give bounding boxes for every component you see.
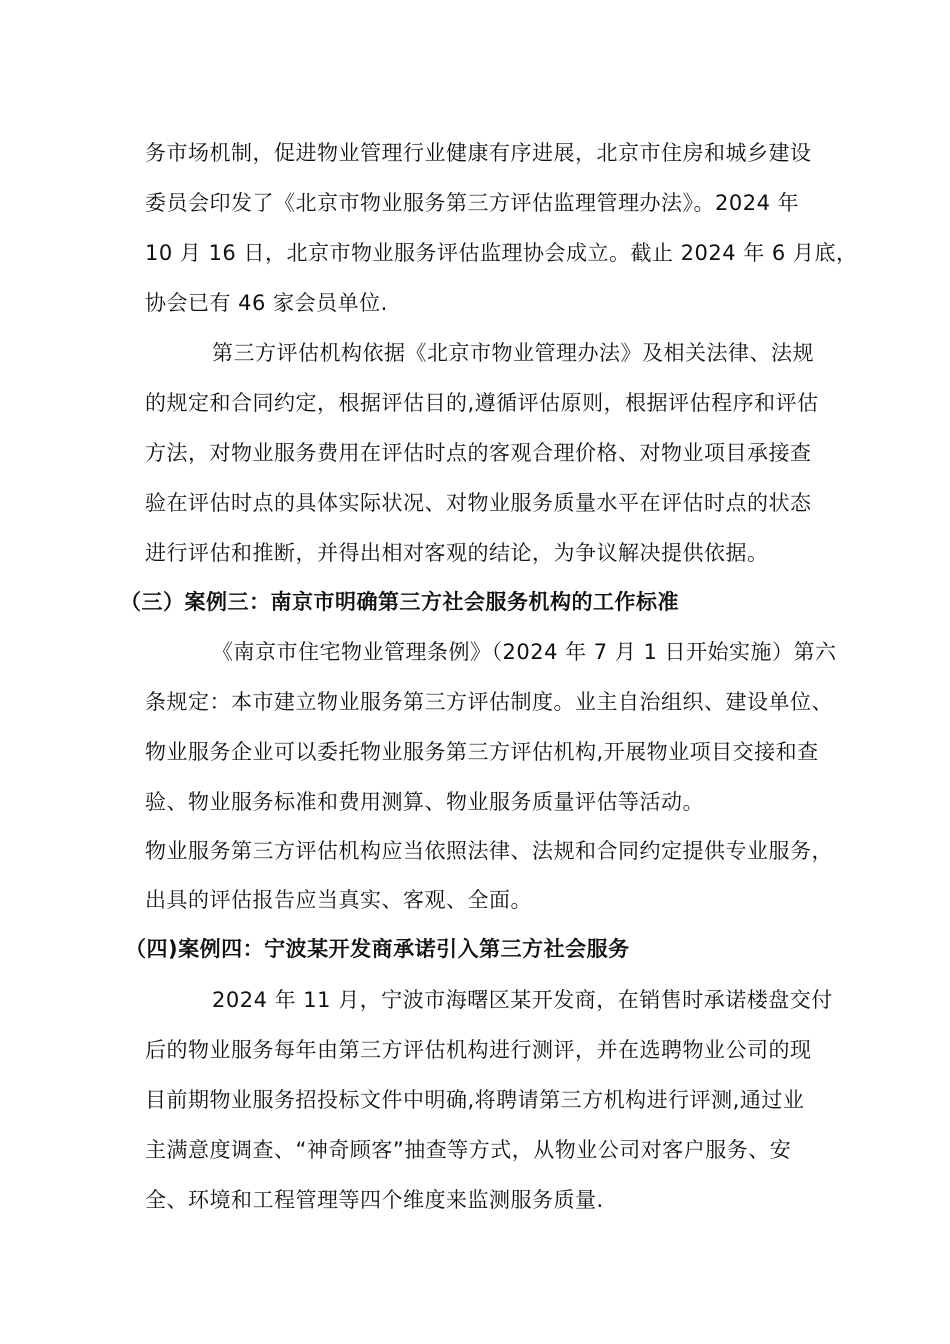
- paragraph-line: 目前期物业服务招投标文件中明确,将聘请第三方机构进行评测,通过业: [145, 1088, 805, 1112]
- paragraph-line: 《南京市住宅物业管理条例》（2024 年 7 月 1 日开始实施）第六: [212, 640, 837, 664]
- paragraph-line: 后的物业服务每年由第三方评估机构进行测评，并在选聘物业公司的现: [145, 1038, 812, 1062]
- paragraph-line: 出具的评估报告应当真实、客观、全面。: [145, 888, 532, 912]
- paragraph-line: 协会已有 46 家会员单位.: [145, 291, 388, 315]
- paragraph-line: 方法，对物业服务费用在评估时点的客观合理价格、对物业项目承接查: [145, 441, 812, 465]
- paragraph-line: 委员会印发了《北京市物业服务第三方评估监理管理办法》。2024 年: [145, 191, 800, 215]
- paragraph-line: 条规定：本市建立物业服务第三方评估制度。业主自治组织、建设单位、: [145, 690, 833, 714]
- paragraph-line: 全、环境和工程管理等四个维度来监测服务质量.: [145, 1188, 604, 1212]
- section-heading-case-3: （三）案例三：南京市明确第三方社会服务机构的工作标准: [120, 590, 679, 614]
- paragraph-line: 物业服务企业可以委托物业服务第三方评估机构,开展物业项目交接和查: [145, 740, 819, 764]
- paragraph-line: 第三方评估机构依据《北京市物业管理办法》及相关法律、法规: [212, 341, 814, 365]
- paragraph-line: 主满意度调查、“神奇顾客”抽查等方式，从物业公司对客户服务、安: [145, 1138, 792, 1162]
- paragraph-line: 物业服务第三方评估机构应当依照法律、法规和合同约定提供专业服务，: [145, 839, 833, 863]
- section-heading-case-4: （四)案例四：宁波某开发商承诺引入第三方社会服务: [125, 937, 630, 961]
- paragraph-line: 务市场机制，促进物业管理行业健康有序进展，北京市住房和城乡建设: [145, 141, 812, 165]
- paragraph-line: 验在评估时点的具体实际状况、对物业服务质量水平在评估时点的状态: [145, 491, 812, 515]
- paragraph-line: 验、物业服务标准和费用测算、物业服务质量评估等活动。: [145, 790, 704, 814]
- paragraph-line: 进行评估和推断，并得出相对客观的结论，为争议解决提供依据。: [145, 541, 769, 565]
- paragraph-line: 的规定和合同约定，根据评估目的,遵循评估原则，根据评估程序和评估: [145, 391, 819, 415]
- paragraph-line: 2024 年 11 月，宁波市海曙区某开发商，在销售时承诺楼盘交付: [212, 988, 833, 1012]
- paragraph-line: 10 月 16 日，北京市物业服务评估监理协会成立。截止 2024 年 6 月底，: [145, 241, 858, 265]
